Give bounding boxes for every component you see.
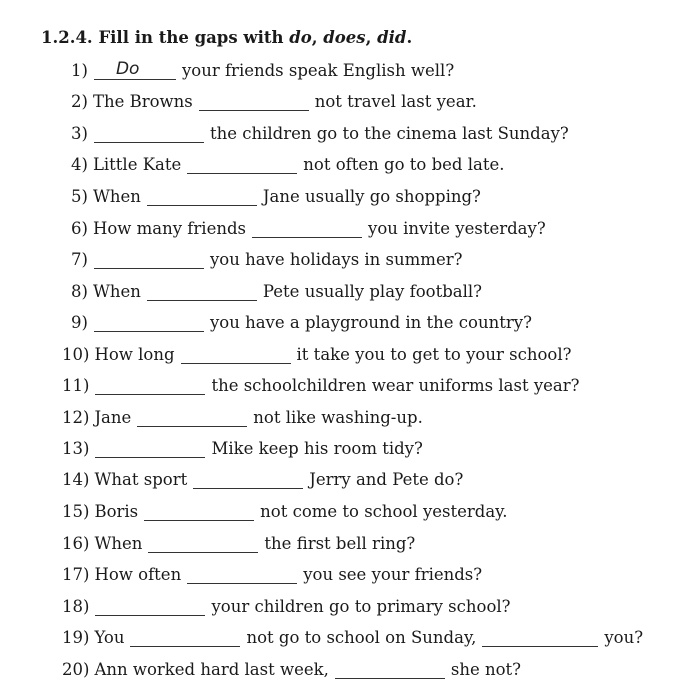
- exercise-item: [71, 58, 454, 80]
- item-text-before: Boris: [94, 502, 139, 521]
- exercise-item: [62, 657, 521, 679]
- item-number: 17): [62, 565, 90, 584]
- word-does: does: [323, 28, 366, 47]
- exercise-item: [62, 467, 463, 489]
- item-text-after: she not?: [450, 660, 522, 679]
- item-number: 12): [62, 408, 90, 427]
- item-number: 5): [71, 187, 88, 206]
- item-text-before: When: [92, 187, 141, 206]
- answer-blank[interactable]: [482, 627, 598, 647]
- item-text-before: How many friends: [92, 219, 246, 238]
- answer-blank[interactable]: [147, 281, 257, 301]
- item-text-after: your friends speak English well?: [181, 61, 455, 80]
- item-text-after: you have a playground in the country?: [209, 313, 532, 332]
- word-do: do: [289, 28, 312, 47]
- item-number: 16): [62, 534, 90, 553]
- word-did: did: [377, 28, 407, 47]
- answer-blank[interactable]: [187, 564, 297, 584]
- exercise-item: [71, 184, 481, 206]
- answer-blank[interactable]: [94, 123, 204, 143]
- answer-blank[interactable]: [130, 627, 240, 647]
- item-text-after: not often go to bed late.: [303, 155, 505, 174]
- item-number: 7): [71, 250, 88, 269]
- answer-blank[interactable]: [335, 659, 445, 679]
- answer-blank[interactable]: [95, 438, 205, 458]
- exercise-number: 1.2.4.: [41, 28, 93, 47]
- answer-blank[interactable]: [94, 60, 176, 80]
- item-text-before: Ann worked hard last week,: [94, 660, 329, 679]
- answer-blank[interactable]: [187, 154, 297, 174]
- item-text-after: not travel last year.: [314, 92, 477, 111]
- item-text-before: What sport: [94, 470, 188, 489]
- handwritten-answer: Do: [115, 59, 140, 79]
- exercise-title: 1.2.4. Fill in the gaps with do, does, did.: [41, 28, 413, 47]
- exercise-item: [62, 562, 482, 584]
- item-text-after: not go to school on Sunday,: [246, 628, 477, 647]
- exercise-item: [62, 405, 423, 427]
- answer-blank[interactable]: [137, 407, 247, 427]
- item-number: 15): [62, 502, 90, 521]
- item-number: 10): [62, 345, 90, 364]
- item-text-after: Jerry and Pete do?: [309, 470, 464, 489]
- exercise-item: [62, 625, 643, 647]
- exercise-item: [71, 89, 477, 111]
- exercise-instruction: Fill in the gaps with: [98, 28, 290, 47]
- answer-blank[interactable]: [199, 91, 309, 111]
- exercise-item: [62, 342, 571, 364]
- exercise-item: [71, 310, 532, 332]
- item-text-after: you invite yesterday?: [368, 219, 546, 238]
- item-text-before: Little Kate: [92, 155, 182, 174]
- item-number: 9): [71, 313, 88, 332]
- answer-blank[interactable]: [95, 596, 205, 616]
- item-number: 6): [71, 219, 88, 238]
- answer-blank[interactable]: [193, 469, 303, 489]
- item-text-after: the schoolchildren wear uniforms last year?: [211, 376, 580, 395]
- item-number: 13): [62, 439, 90, 458]
- item-number: 19): [62, 628, 90, 647]
- item-text-after: you see your friends?: [303, 565, 483, 584]
- item-text-after: Mike keep his room tidy?: [211, 439, 423, 458]
- item-text-after: you have holidays in summer?: [209, 250, 463, 269]
- item-text-before: When: [94, 534, 143, 553]
- item-number: 8): [71, 282, 88, 301]
- item-number: 1): [71, 61, 88, 80]
- answer-blank[interactable]: [148, 533, 258, 553]
- answer-blank[interactable]: [252, 218, 362, 238]
- item-text-before: How long: [94, 345, 175, 364]
- item-text-after: not like washing-up.: [253, 408, 423, 427]
- exercise-item: [71, 121, 569, 143]
- answer-blank[interactable]: [94, 249, 204, 269]
- exercise-item: [71, 279, 482, 301]
- exercise-item: [71, 216, 546, 238]
- item-number: 20): [62, 660, 90, 679]
- item-text-before: You: [94, 628, 125, 647]
- answer-blank[interactable]: [181, 344, 291, 364]
- item-text-after: the children go to the cinema last Sunday?: [209, 124, 569, 143]
- exercise-item: [62, 531, 415, 553]
- item-number: 3): [71, 124, 88, 143]
- answer-blank[interactable]: [94, 312, 204, 332]
- item-text-after: your children go to primary school?: [211, 597, 511, 616]
- item-text-after-2: you?: [604, 628, 644, 647]
- item-number: 18): [62, 597, 90, 616]
- exercise-item: [62, 436, 423, 458]
- exercise-item: [62, 373, 579, 395]
- item-text-before: The Browns: [92, 92, 193, 111]
- exercise-item: [62, 499, 508, 521]
- item-text-before: Jane: [94, 408, 132, 427]
- item-text-after: the first bell ring?: [264, 534, 416, 553]
- exercise-item: [71, 247, 462, 269]
- item-text-before: How often: [94, 565, 182, 584]
- item-number: 11): [62, 376, 90, 395]
- item-text-after: Jane usually go shopping?: [262, 187, 481, 206]
- exercise-item: [62, 594, 511, 616]
- item-text-before: When: [92, 282, 141, 301]
- answer-blank[interactable]: [95, 375, 205, 395]
- item-number: 14): [62, 470, 90, 489]
- answer-blank[interactable]: [147, 186, 257, 206]
- item-text-after: not come to school yesterday.: [260, 502, 508, 521]
- item-number: 2): [71, 92, 88, 111]
- item-number: 4): [71, 155, 88, 174]
- answer-blank[interactable]: [144, 501, 254, 521]
- item-text-after: it take you to get to your school?: [296, 345, 572, 364]
- exercise-item: [71, 152, 504, 174]
- item-text-after: Pete usually play football?: [262, 282, 483, 301]
